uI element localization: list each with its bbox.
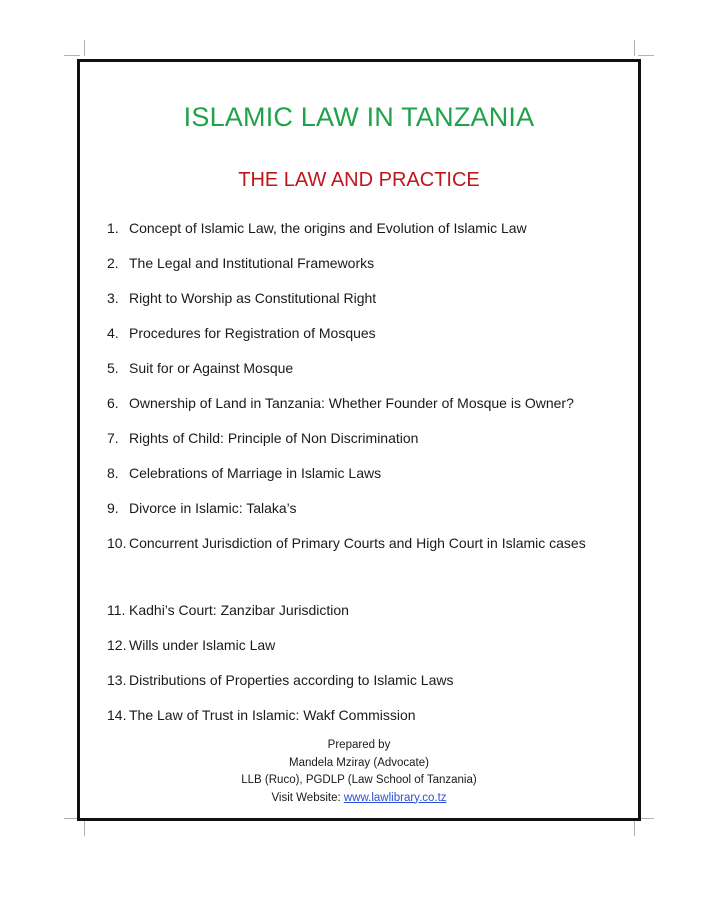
toc-item [107,463,598,498]
document-subtitle: THE LAW AND PRACTICE [238,169,480,191]
toc-number: 11. [107,602,126,618]
toc-item [107,323,598,358]
toc-item [107,218,598,253]
prepared-by-label: Prepared by [327,739,391,751]
toc-number: 4. [107,325,119,341]
table-of-contents [107,218,598,740]
crop-mark-bottom-right-v [634,820,635,836]
toc-text: Wills under Islamic Law [129,637,276,653]
toc-text: Celebrations of Marriage in Islamic Laws [129,465,382,481]
toc-number: 6. [107,395,119,411]
toc-item [107,600,598,635]
toc-text: Kadhi’s Court: Zanzibar Jurisdiction [129,602,349,618]
crop-mark-top-right-v [634,40,635,56]
toc-text: Ownership of Land in Tanzania: Whether Founder of Mosque is Owner? [129,395,574,411]
toc-item [107,705,598,740]
toc-number: 2. [107,255,119,271]
website-link[interactable]: www.lawlibrary.co.tz [343,791,447,804]
prepared-by-footer [80,737,638,807]
toc-text: Concept of Islamic Law, the origins and Evolution of Islamic Law [129,220,527,236]
toc-number: 13. [107,672,127,688]
toc-item [107,358,598,393]
toc-number: 3. [107,290,119,306]
toc-text: Right to Worship as Constitutional Right [129,290,377,306]
toc-number: 8. [107,465,119,481]
page-border-frame [77,59,641,821]
toc-text: Divorce in Islamic: Talaka’s [129,500,297,516]
toc-item [107,428,598,463]
author-credentials: LLB (Ruco), PGDLP (Law School of Tanzania) [241,774,477,786]
toc-text: Rights of Child: Principle of Non Discrimination [129,430,419,446]
toc-text: Distributions of Properties according to Islamic Laws [129,672,454,688]
author-name: Mandela Mziray (Advocate) [289,756,429,769]
toc-item [107,670,598,705]
toc-item [107,288,598,323]
toc-number: 9. [107,500,119,516]
toc-text: Procedures for Registration of Mosques [129,325,376,341]
toc-item [107,393,598,428]
website-label: Visit Website: [271,791,344,804]
toc-text: Suit for or Against Mosque [129,360,294,376]
toc-number: 14. [107,707,127,723]
toc-number: 5. [107,360,119,376]
toc-item [107,253,598,288]
toc-text: The Legal and Institutional Frameworks [129,255,375,271]
toc-number: 7. [107,430,119,446]
crop-mark-top-left-h [64,55,80,56]
toc-number: 12. [107,637,127,653]
toc-number: 1. [107,220,119,236]
toc-number: 10. [107,535,127,551]
crop-mark-bottom-left-v [84,820,85,836]
toc-text: The Law of Trust in Islamic: Wakf Commission [129,707,416,723]
website-line [80,790,638,808]
toc-item [107,533,598,600]
toc-text: Concurrent Jurisdiction of Primary Courts and High Court in Islamic cases [129,535,586,551]
crop-mark-top-right-h [638,55,654,56]
crop-mark-top-left-v [84,40,85,56]
document-title: ISLAMIC LAW IN TANZANIA [183,102,535,132]
toc-item [107,635,598,670]
